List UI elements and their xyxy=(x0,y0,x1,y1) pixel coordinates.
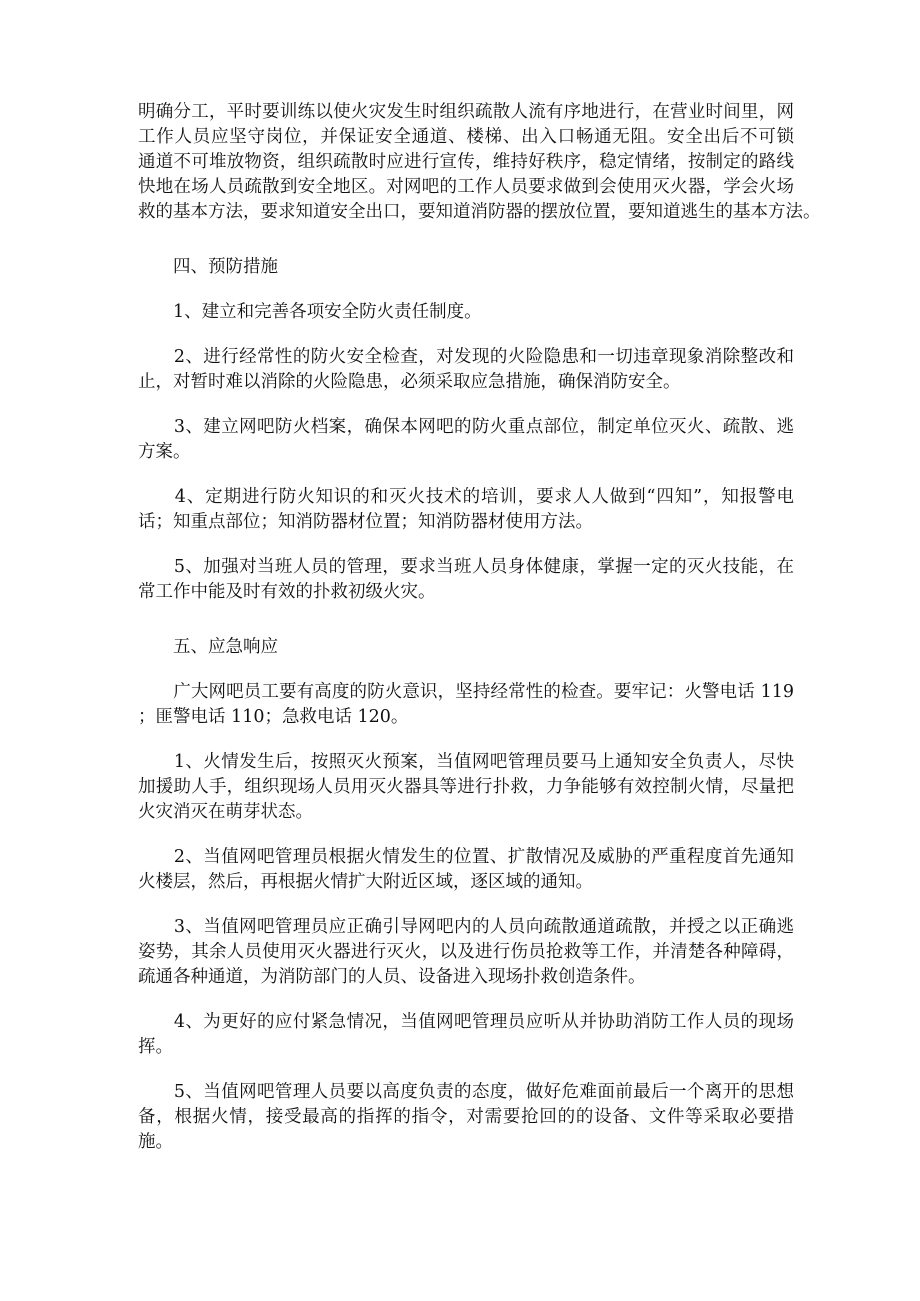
text-line: 五、应急响应 xyxy=(138,637,278,657)
text-line: 火楼层，然后，再根据火情扩大附近区域，逐区域的通知。 xyxy=(138,872,593,892)
paragraph xyxy=(138,845,794,895)
text-line: 5、当值网吧管理人员要以高度负责的态度，做好危难面前最后一个离开的思想 xyxy=(173,1082,794,1102)
text-line: 2、当值网吧管理员根据火情发生的位置、扩散情况及威胁的严重程度首先通知 xyxy=(173,847,794,867)
text-line: 5、加强对当班人员的管理，要求当班人员身体健康，掌握一定的灭火技能，在 xyxy=(173,557,794,577)
paragraph xyxy=(138,1010,794,1060)
paragraph xyxy=(138,300,794,325)
paragraph xyxy=(138,680,794,730)
text-line: 4、为更好的应付紧急情况，当值网吧管理员应听从并协助消防工作人员的现场 xyxy=(173,1012,794,1032)
text-line: 加援助人手，组织现场人员用灭火器具等进行扑救，力争能够有效控制火情，尽量把 xyxy=(138,777,794,797)
paragraph xyxy=(138,750,794,825)
paragraph xyxy=(138,255,794,280)
text-line: 明确分工，平时要训练以使火灾发生时组织疏散人流有序地进行，在营业时间里，网 xyxy=(138,102,794,122)
text-line: 3、建立网吧防火档案，确保本网吧的防火重点部位，制定单位灭火、疏散、逃 xyxy=(173,417,794,437)
text-line: 火灾消灭在萌芽状态。 xyxy=(138,802,313,822)
text-line: 工作人员应坚守岗位，并保证安全通道、楼梯、出入口畅通无阻。安全出后不可锁 xyxy=(138,127,794,147)
paragraph xyxy=(138,100,821,225)
text-line: 1、建立和完善各项安全防火责任制度。 xyxy=(138,302,482,322)
text-line: 4、定期进行防火知识的和灭火技术的培训，要求人人做到“四知”，知报警电 xyxy=(138,487,794,507)
text-line: 施。 xyxy=(138,1132,173,1152)
text-line: 方案。 xyxy=(138,442,191,462)
text-line: 常工作中能及时有效的扑救初级火灾。 xyxy=(138,582,436,602)
paragraph xyxy=(138,915,794,990)
text-line: 止，对暂时难以消除的火险隐患，必须采取应急措施，确保消防安全。 xyxy=(138,372,681,392)
paragraph xyxy=(138,415,794,465)
text-line: 备，根据火情，接受最高的指挥的指令，对需要抢回的的设备、文件等采取必要措 xyxy=(138,1107,794,1127)
text-line: 广大网吧员工要有高度的防火意识，坚持经常性的检查。要牢记：火警电话 119 xyxy=(138,682,794,702)
text-line: 疏通各种通道，为消防部门的人员、设备进入现场扑救创造条件。 xyxy=(138,967,646,987)
text-line: 救的基本方法，要求知道安全出口，要知道消防器的摆放位置，要知道逃生的基本方法。 xyxy=(138,202,821,222)
text-line: 通道不可堆放物资，组织疏散时应进行宣传，维持好秩序，稳定情绪，按制定的路线 xyxy=(138,152,794,172)
paragraph xyxy=(138,635,794,660)
paragraph xyxy=(138,555,794,605)
text-line: 话；知重点部位；知消防器材位置；知消防器材使用方法。 xyxy=(138,512,593,532)
paragraph xyxy=(138,485,794,535)
paragraph xyxy=(138,345,794,395)
text-line: 挥。 xyxy=(138,1037,173,1057)
text-line: 姿势，其余人员使用灭火器进行灭火，以及进行伤员抢救等工作，并清楚各种障碍， xyxy=(138,942,794,962)
text-line: 1、火情发生后，按照灭火预案，当值网吧管理员要马上通知安全负责人，尽快 xyxy=(173,752,794,772)
text-line: 四、预防措施 xyxy=(138,257,278,277)
paragraph xyxy=(138,1080,794,1155)
text-line: 2、进行经常性的防火安全检查，对发现的火险隐患和一切违章现象消除整改和 xyxy=(173,347,794,367)
text-line: ；匪警电话 110；急救电话 120。 xyxy=(138,707,409,727)
text-line: 3、当值网吧管理员应正确引导网吧内的人员向疏散通道疏散，并授之以正确逃 xyxy=(173,917,794,937)
text-line: 快地在场人员疏散到安全地区。对网吧的工作人员要求做到会使用灭火器，学会火场 xyxy=(138,177,794,197)
